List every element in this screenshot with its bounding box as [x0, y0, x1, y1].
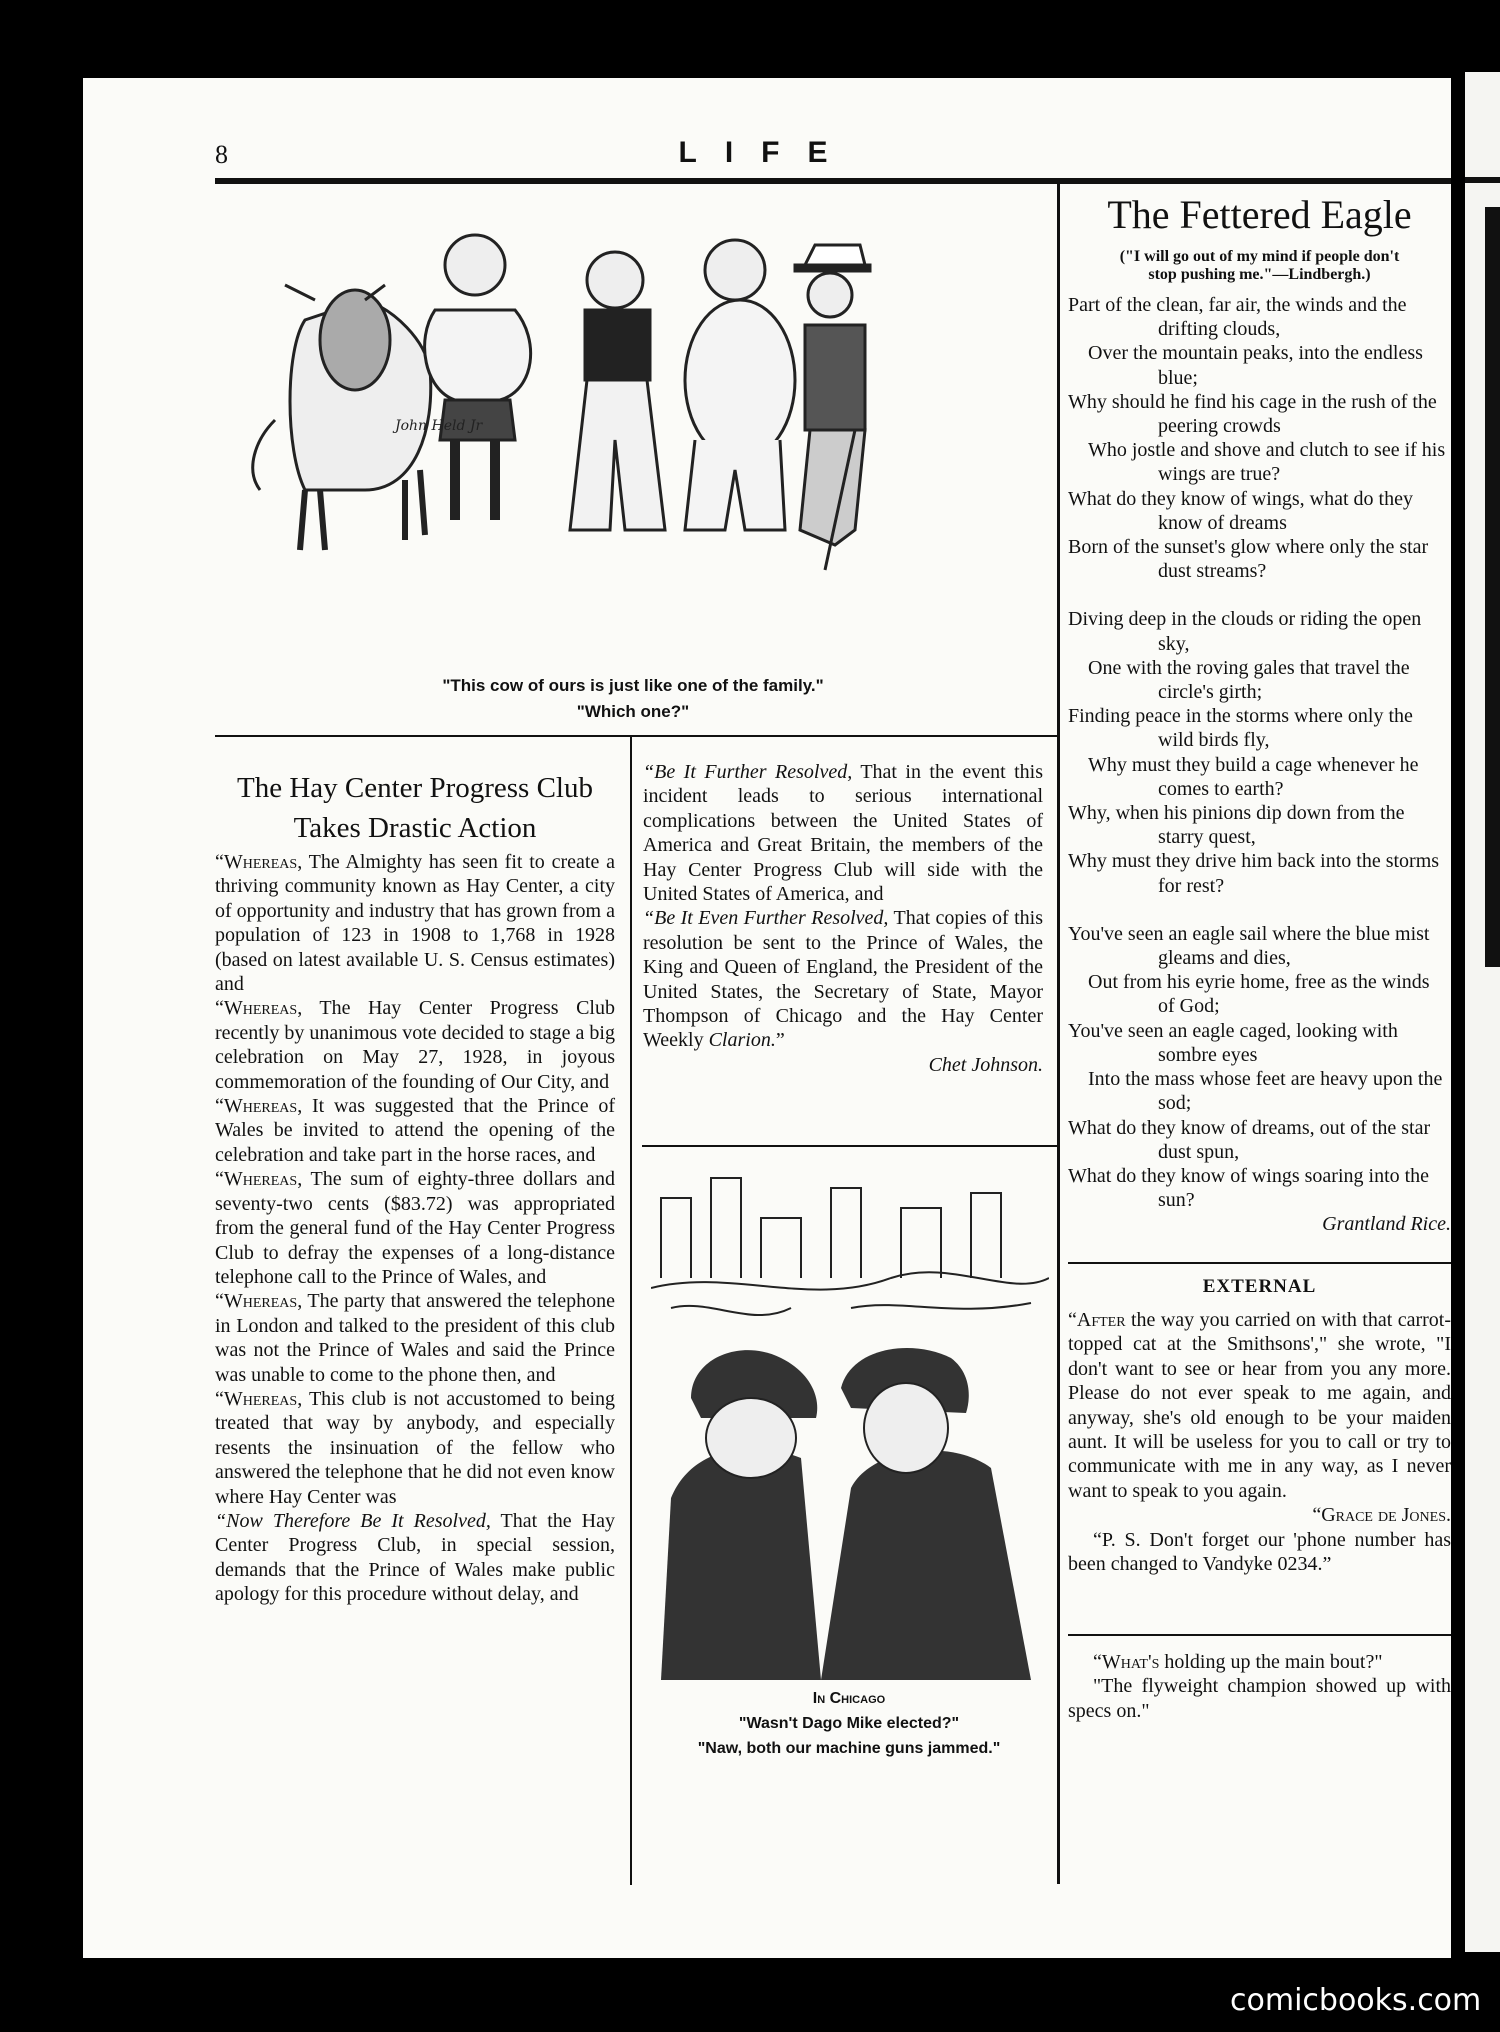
poem-title: The Fettered Eagle — [1107, 192, 1412, 237]
article-paragraph: “Be It Further Resolved, That in the event this incident leads to serious international complications between the United States of America and Great Britain, the members of the Hay Center Progress Club will side with the United States of America, and — [643, 761, 1043, 906]
article-paragraph: “Whereas, The Almighty has seen fit to create a thriving community known as Hay Center, a city of opportunity and industry that has grown from a population of 123 in 1908 to 1,768 in 1928 (based on latest available U. S. Census estimates) and — [215, 851, 615, 996]
external-body — [1068, 1308, 1451, 1576]
top-caption-line1: "This cow of ours is just like one of the family." — [442, 676, 824, 695]
page-number: 8 — [215, 140, 228, 169]
site-watermark: comicbooks.com — [1230, 1983, 1482, 2018]
poem-line: Out from his eyrie home, free as the winds of God; — [1088, 971, 1430, 1018]
headline-line1: The Hay Center Progress Club — [237, 772, 593, 804]
poem-line: Diving deep in the clouds or riding the open sky, — [1068, 608, 1422, 655]
external-rule — [1068, 1262, 1451, 1264]
top-caption-line2: "Which one?" — [576, 702, 690, 721]
headline-line2: Takes Drastic Action — [293, 812, 537, 844]
poem-line: Part of the clean, far air, the winds and the drifting clouds, — [1068, 294, 1407, 341]
article-paragraph: “Whereas, The party that answered the telephone in London and talked to the president of this club was not the Prince of Wales and said the Prince was unable to come to the phone then, and — [215, 1290, 615, 1386]
poem-line: Why, when his pinions dip down from the starry quest, — [1068, 802, 1405, 849]
poem-body — [1068, 293, 1451, 1237]
joke-line1: “What's holding up the main bout?" — [1093, 1651, 1383, 1673]
magazine-page — [83, 78, 1451, 1958]
column-divider-left — [630, 735, 632, 1885]
joke-rule — [1068, 1634, 1451, 1636]
masthead: LIFE — [678, 136, 856, 169]
poem-line: What do they know of wings, what do they know of dreams — [1068, 487, 1413, 534]
poem-line: Why must they drive him back into the storms for rest? — [1068, 850, 1440, 897]
adjacent-page-image — [1485, 207, 1500, 967]
cartoon-rule — [215, 735, 1057, 737]
chicago-cartoon-caption — [639, 1686, 1059, 1761]
poem-line: Why must they build a cage whenever he comes to earth? — [1088, 753, 1419, 800]
article-paragraph: “Whereas, This club is not accustomed to being treated that way by anybody, and especially resents the insinuation of the fellow who answered the telephone that he did not even know where Hay Center was — [215, 1387, 615, 1508]
epigraph-line2: stop pushing me."—Lindbergh.) — [1148, 266, 1371, 283]
article-column-1 — [215, 850, 615, 1607]
poem-line: Who jostle and shove and clutch to see if his wings are true? — [1088, 439, 1446, 486]
poem-line: Born of the sunset's glow where only the star dust streams? — [1068, 536, 1429, 583]
poem-line: You've seen an eagle caged, looking with sombre eyes — [1068, 1019, 1398, 1066]
family-cow-cartoon — [215, 190, 1051, 670]
article-paragraph: “Now Therefore Be It Resolved, That the Hay Center Progress Club, in special session, demands that the Prince of Wales make public apology for this procedure without delay, and — [215, 1509, 615, 1606]
article-signature: Chet Johnson. — [928, 1053, 1043, 1076]
top-cartoon-caption — [215, 673, 1051, 725]
chicago-cartoon-rule — [642, 1145, 1057, 1147]
poem-line: Over the mountain peaks, into the endless blue; — [1088, 342, 1423, 389]
epigraph-line1: ("I will go out of my mind if people don't — [1119, 248, 1400, 265]
article-paragraph: “Whereas, The Hay Center Progress Club recently by unanimous vote decided to stage a big celebration on May 27, 1928, in joyous commemoration of the founding of Our City, and — [215, 997, 615, 1093]
chicago-caption-line1: "Wasn't Dago Mike elected?" — [738, 1715, 960, 1732]
joke-line2: "The flyweight champion showed up with specs on." — [1068, 1675, 1451, 1722]
article-paragraph: “Whereas, It was suggested that the Prince of Wales be invited to attend the opening of the celebration and take part in the horse races, and — [215, 1095, 615, 1166]
poem-line: You've seen an eagle sail where the blue mist gleams and dies, — [1068, 922, 1430, 970]
chicago-cartoon — [651, 1158, 1049, 1680]
cartoon-signature: John Held Jr — [395, 418, 483, 434]
external-postscript: “P. S. Don't forget our 'phone number has been changed to Vandyke 0234.” — [1068, 1528, 1451, 1576]
chicago-caption-line2: "Naw, both our machine guns jammed." — [697, 1740, 1001, 1757]
poem-line: Finding peace in the storms where only the wild birds fly, — [1068, 705, 1413, 752]
poem-line: What do they know of wings soaring into the sun? — [1068, 1164, 1430, 1212]
article-headline — [215, 768, 615, 848]
external-signature: “Grace de Jones. — [1312, 1504, 1451, 1527]
poem-line: What do they know of dreams, out of the star dust spun, — [1068, 1116, 1431, 1163]
poem-line: One with the roving gales that travel the circle's girth; — [1088, 656, 1410, 704]
joke-body — [1068, 1650, 1451, 1723]
column-divider-right — [1057, 184, 1060, 1884]
article-column-2 — [643, 760, 1043, 1077]
poem-line: Into the mass whose feet are heavy upon the sod; — [1088, 1068, 1443, 1115]
article-paragraph: “Be It Even Further Resolved, That copies of this resolution be sent to the Prince of Wales, the King and Queen of England, the President of the United States, the Secretary of State, Mayor Thompson of Chicago and the Hay Center Weekly Clarion.” — [643, 907, 1043, 1052]
poem-line: Why should he find his cage in the rush of the peering crowds — [1068, 390, 1437, 438]
adjacent-page-rule — [1465, 177, 1500, 183]
poem-epigraph — [1068, 248, 1451, 284]
external-heading: EXTERNAL — [1202, 1276, 1317, 1297]
chicago-caption-title: In Chicago — [812, 1690, 886, 1707]
external-paragraph: “After the way you carried on with that carrot-topped cat at the Smithsons'," she wrote, "I don't want to see or hear from you any more. Please do not ever speak to me again, and anyway, she's old enough to be your maiden aunt. It will be useless for you to call or try to communicate with me in any way, as I never want to speak to you again. — [1068, 1309, 1451, 1502]
adjacent-page-edge — [1465, 72, 1500, 1952]
poem-signature: Grantland Rice. — [1322, 1213, 1451, 1236]
header-rule — [215, 178, 1451, 184]
article-paragraph: “Whereas, The sum of eighty-three dollars and seventy-two cents ($83.72) was appropriated from the general fund of the Hay Center Progress Club to defray the expenses of a long-distance telephone call to the Prince of Wales, and — [215, 1168, 615, 1288]
